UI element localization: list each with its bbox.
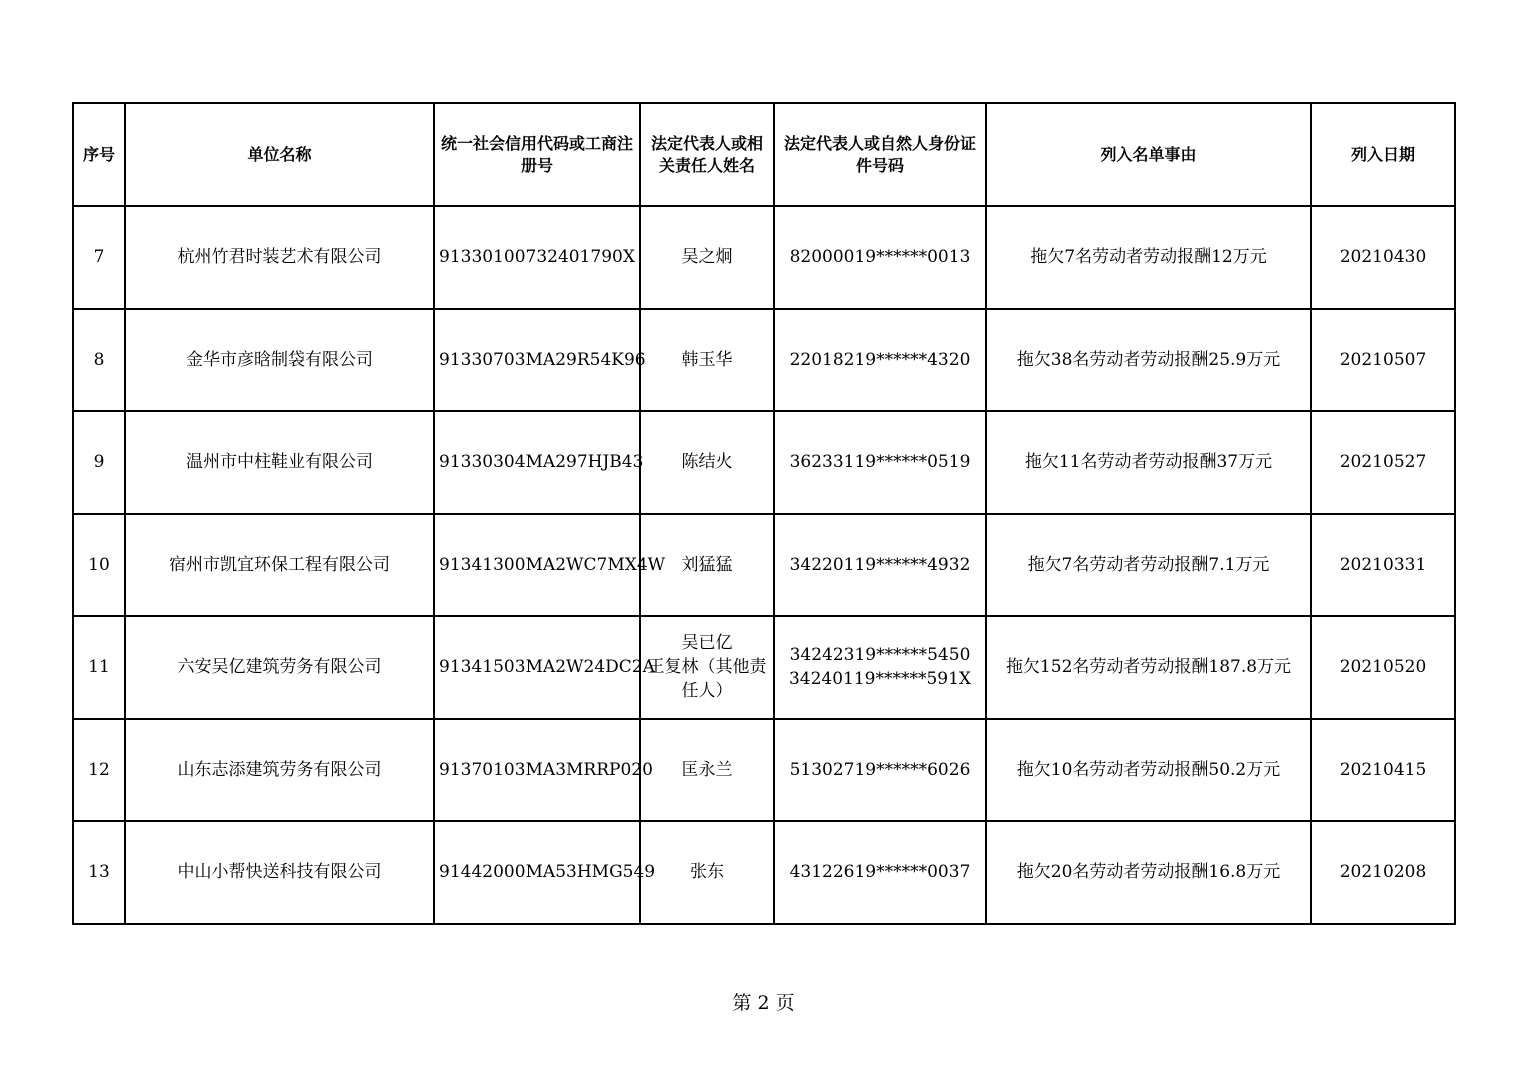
cell-rep-id: [774, 206, 986, 309]
cell-rep-name: [640, 411, 774, 514]
rep-name-line: 张东: [690, 862, 724, 883]
page-number: 第 2 页: [732, 992, 795, 1014]
cell-date: 20210415: [1311, 719, 1455, 822]
rep-id-line: 22018219******4320: [789, 349, 971, 370]
rep-name-line: 吴已亿: [681, 633, 733, 654]
header-rep-id: 法定代表人或自然人身份证件号码: [774, 103, 986, 206]
header-row: [73, 103, 1455, 206]
cell-date: 20210527: [1311, 411, 1455, 514]
rep-name-line: 韩玉华: [681, 349, 733, 370]
table-body: [73, 206, 1455, 924]
table-row: [73, 719, 1455, 822]
cell-credit-code: 91330100732401790X: [434, 206, 640, 309]
cell-company: 中山小帮快送科技有限公司: [125, 821, 434, 924]
cell-rep-id: [774, 309, 986, 412]
cell-seq: 9: [73, 411, 125, 514]
cell-date: 20210208: [1311, 821, 1455, 924]
rep-id-line: 43122619******0037: [789, 862, 971, 883]
rep-name-line: 吴之炯: [681, 247, 733, 268]
cell-date: 20210507: [1311, 309, 1455, 412]
cell-company: 金华市彦晗制袋有限公司: [125, 309, 434, 412]
cell-reason: 拖欠152名劳动者劳动报酬187.8万元: [986, 616, 1311, 719]
cell-rep-name: [640, 821, 774, 924]
cell-rep-name: [640, 206, 774, 309]
cell-rep-name: [640, 309, 774, 412]
rep-id-line: 82000019******0013: [789, 247, 971, 268]
cell-reason: 拖欠38名劳动者劳动报酬25.9万元: [986, 309, 1311, 412]
rep-name-line: 王复林（其他责任人）: [647, 657, 767, 702]
cell-rep-name: [640, 719, 774, 822]
rep-id-line: 34242319******5450: [789, 645, 971, 666]
header-seq: 序号: [73, 103, 125, 206]
cell-rep-name: [640, 616, 774, 719]
cell-rep-id: [774, 514, 986, 617]
cell-seq: 11: [73, 616, 125, 719]
cell-company: 温州市中柱鞋业有限公司: [125, 411, 434, 514]
cell-rep-id: [774, 719, 986, 822]
header-company: 单位名称: [125, 103, 434, 206]
cell-seq: 10: [73, 514, 125, 617]
table-row: [73, 309, 1455, 412]
header-rep-name: 法定代表人或相关责任人姓名: [640, 103, 774, 206]
rep-name-line: 刘猛猛: [681, 554, 733, 575]
header-date: 列入日期: [1311, 103, 1455, 206]
cell-credit-code: 91341503MA2W24DC2A: [434, 616, 640, 719]
rep-name-line: 匡永兰: [681, 759, 733, 780]
table-row: [73, 411, 1455, 514]
cell-rep-id: [774, 821, 986, 924]
rep-id-line: 36233119******0519: [789, 452, 971, 473]
cell-reason: 拖欠11名劳动者劳动报酬37万元: [986, 411, 1311, 514]
cell-reason: 拖欠7名劳动者劳动报酬12万元: [986, 206, 1311, 309]
rep-id-line: 34240119******591X: [788, 669, 972, 690]
cell-date: 20210520: [1311, 616, 1455, 719]
table-row: [73, 206, 1455, 309]
table-row: [73, 821, 1455, 924]
cell-credit-code: 91330703MA29R54K96: [434, 309, 640, 412]
cell-rep-id: [774, 411, 986, 514]
cell-seq: 7: [73, 206, 125, 309]
header-credit-code: 统一社会信用代码或工商注册号: [434, 103, 640, 206]
cell-credit-code: 91341300MA2WC7MX4W: [434, 514, 640, 617]
table-row: [73, 514, 1455, 617]
cell-seq: 13: [73, 821, 125, 924]
cell-company: 山东志添建筑劳务有限公司: [125, 719, 434, 822]
cell-reason: 拖欠20名劳动者劳动报酬16.8万元: [986, 821, 1311, 924]
cell-credit-code: 91330304MA297HJB43: [434, 411, 640, 514]
rep-id-line: 51302719******6026: [789, 759, 971, 780]
header-reason: 列入名单事由: [986, 103, 1311, 206]
blacklist-table: [72, 102, 1456, 925]
cell-company: 六安吴亿建筑劳务有限公司: [125, 616, 434, 719]
cell-company: 杭州竹君时装艺术有限公司: [125, 206, 434, 309]
cell-reason: 拖欠7名劳动者劳动报酬7.1万元: [986, 514, 1311, 617]
cell-credit-code: 91442000MA53HMG549: [434, 821, 640, 924]
cell-date: 20210430: [1311, 206, 1455, 309]
cell-seq: 8: [73, 309, 125, 412]
cell-seq: 12: [73, 719, 125, 822]
cell-company: 宿州市凯宜环保工程有限公司: [125, 514, 434, 617]
table-header: [73, 103, 1455, 206]
cell-reason: 拖欠10名劳动者劳动报酬50.2万元: [986, 719, 1311, 822]
table-row: [73, 616, 1455, 719]
cell-credit-code: 91370103MA3MRRP020: [434, 719, 640, 822]
rep-id-line: 34220119******4932: [789, 554, 971, 575]
cell-date: 20210331: [1311, 514, 1455, 617]
cell-rep-id: [774, 616, 986, 719]
rep-name-line: 陈结火: [681, 452, 733, 473]
